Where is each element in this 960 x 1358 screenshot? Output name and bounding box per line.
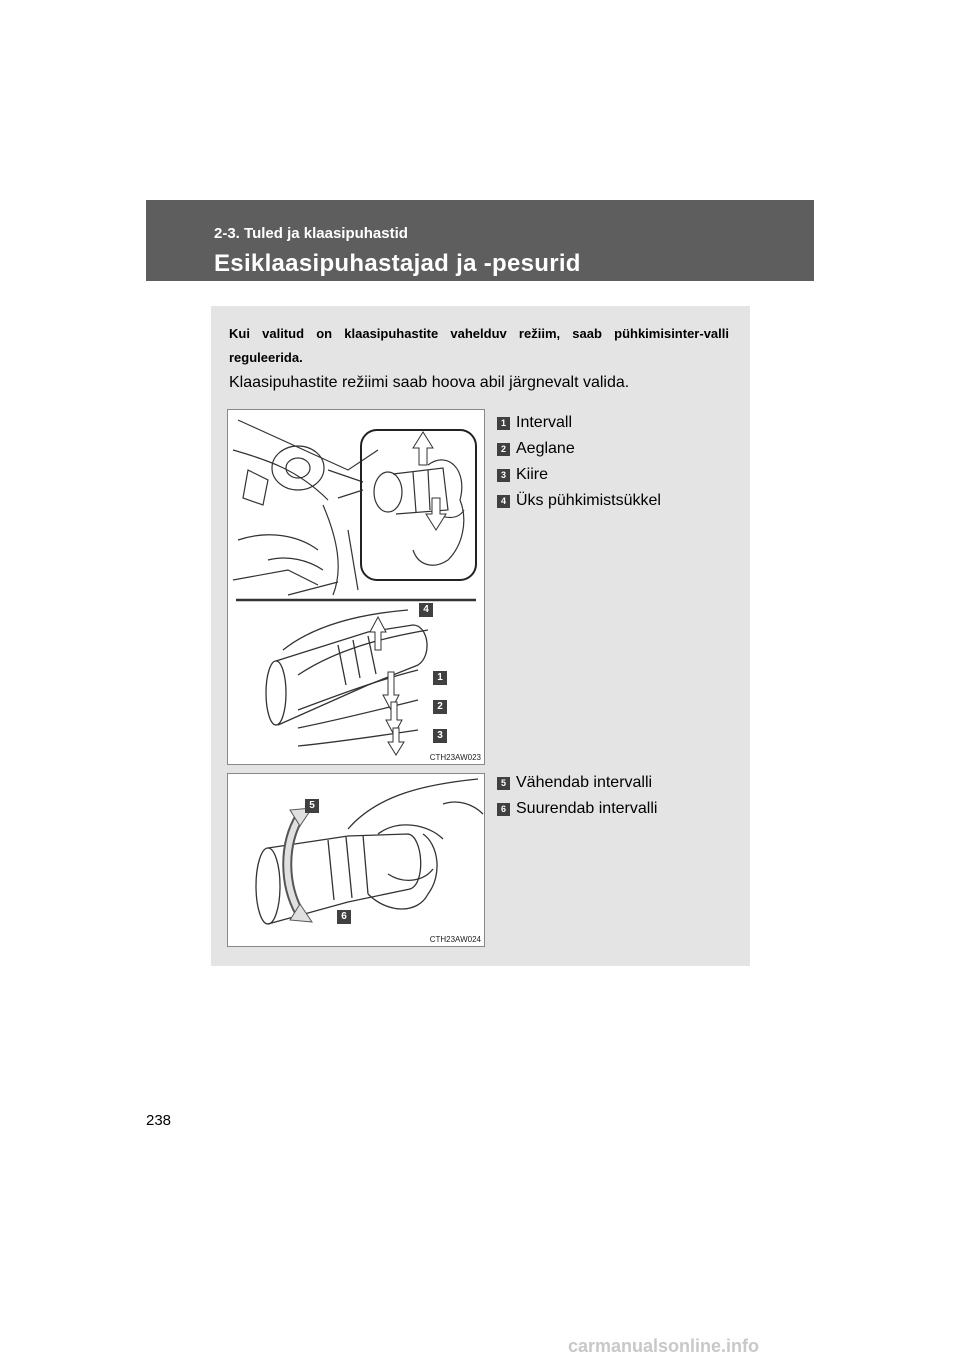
callout-6: 6 bbox=[337, 910, 351, 924]
callout-4: 4 bbox=[419, 603, 433, 617]
legend-interval bbox=[497, 770, 657, 822]
page-number: 238 bbox=[146, 1112, 172, 1129]
callout-1: 1 bbox=[433, 671, 447, 685]
content-panel bbox=[211, 306, 750, 966]
legend-label: Üks pühkimistsükkel bbox=[516, 492, 661, 509]
legend-item bbox=[497, 488, 661, 514]
legend-item bbox=[497, 462, 661, 488]
legend-label: Suurendab intervalli bbox=[516, 800, 658, 817]
legend-label: Intervall bbox=[516, 414, 573, 431]
legend-number: 1 bbox=[497, 417, 510, 430]
legend-number: 4 bbox=[497, 495, 510, 508]
legend-item bbox=[497, 770, 657, 796]
legend-number: 2 bbox=[497, 443, 510, 456]
legend-item bbox=[497, 410, 661, 436]
callout-3: 3 bbox=[433, 729, 447, 743]
callout-2: 2 bbox=[433, 700, 447, 714]
interval-dial-illustration bbox=[228, 774, 484, 946]
figure-code: CTH23AW024 bbox=[429, 935, 481, 944]
legend-label: Aeglane bbox=[516, 440, 575, 457]
figure-wiper-lever bbox=[227, 409, 485, 765]
legend-label: Kiire bbox=[516, 466, 549, 483]
watermark: carmanualsonline.info bbox=[568, 1336, 760, 1356]
section-label: 2-3. Tuled ja klaasipuhastid bbox=[214, 225, 408, 242]
callout-5: 5 bbox=[305, 799, 319, 813]
page-title: Esiklaasipuhastajad ja -pesurid bbox=[214, 250, 581, 277]
lead-text: Klaasipuhastite režiimi saab hoova abil järgnevalt valida. bbox=[229, 374, 630, 391]
legend-number: 3 bbox=[497, 469, 510, 482]
legend-item bbox=[497, 796, 657, 822]
legend-label: Vähendab intervalli bbox=[516, 774, 653, 791]
legend-item bbox=[497, 436, 661, 462]
legend-number: 5 bbox=[497, 777, 510, 790]
figure-code: CTH23AW023 bbox=[429, 753, 481, 762]
legend-number: 6 bbox=[497, 803, 510, 816]
figure-interval-dial bbox=[227, 773, 485, 947]
legend-modes bbox=[497, 410, 661, 514]
intro-text: Kui valitud on klaasipuhastite vahelduv režiim, saab pühkimisinter-valli reguleerida. bbox=[229, 326, 729, 365]
section-header bbox=[146, 200, 814, 281]
